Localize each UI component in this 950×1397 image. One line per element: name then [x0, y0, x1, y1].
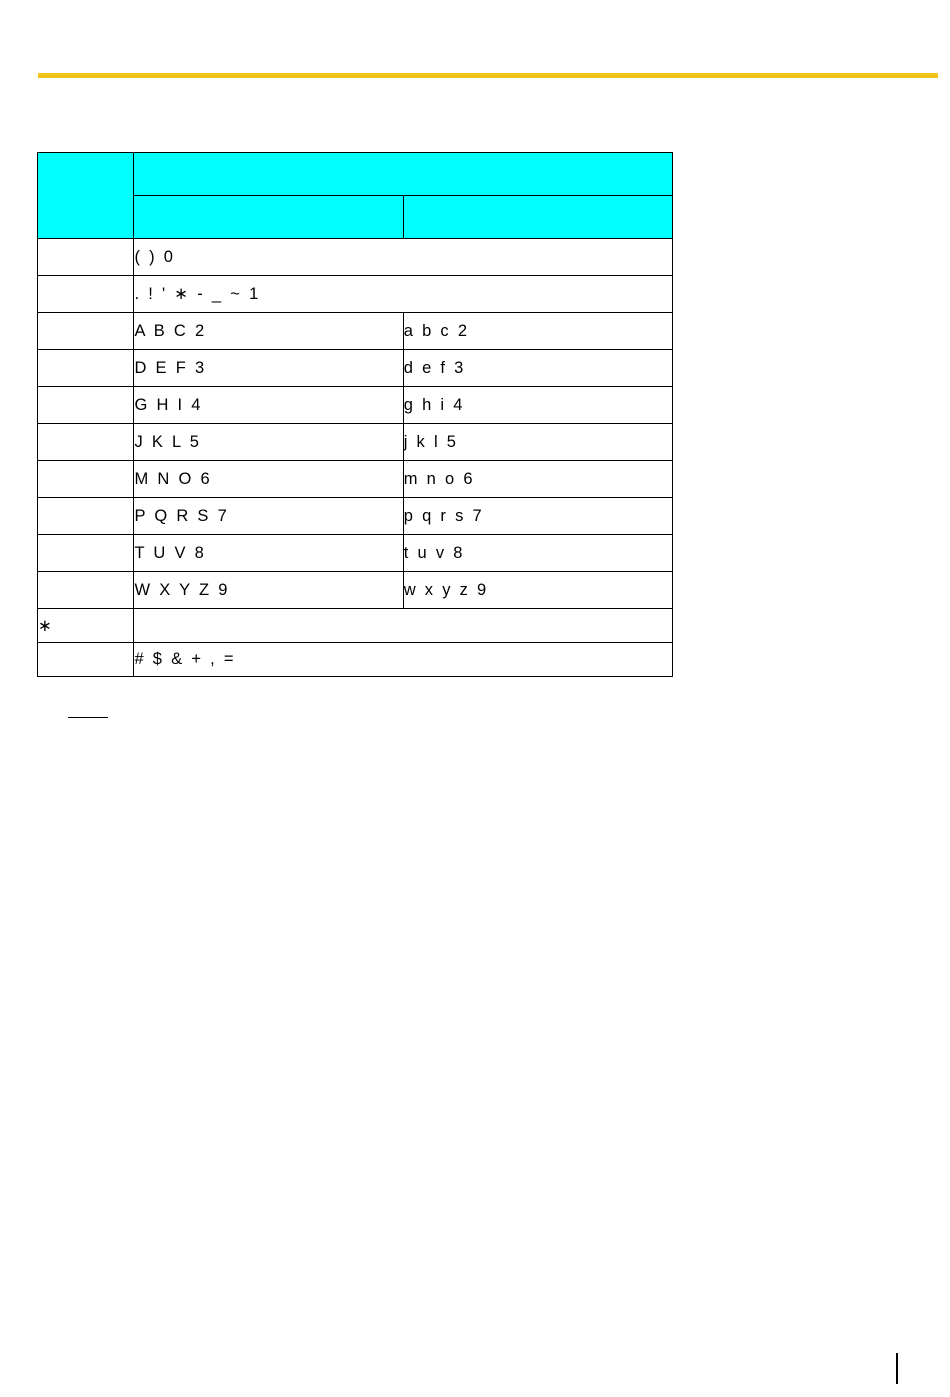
table-row: [38, 350, 673, 387]
note-underline: [68, 717, 108, 718]
table-row: [38, 498, 673, 535]
table-row: [38, 461, 673, 498]
key-cell: [38, 239, 134, 276]
character-entry-table: [37, 152, 673, 677]
table-row: [38, 535, 673, 572]
key-cell: [38, 643, 134, 677]
characters-cell-mode-1: D E F 3: [134, 350, 403, 387]
key-cell: [38, 461, 134, 498]
page-number-bar: [896, 1353, 898, 1384]
characters-cell: . ! ' ∗ - _ ~ 1: [134, 276, 673, 313]
key-cell: ∗: [38, 609, 134, 643]
table-row: [38, 239, 673, 276]
header-mode-2: [403, 196, 672, 239]
characters-cell-mode-2: j k l 5: [403, 424, 672, 461]
table-row: [38, 387, 673, 424]
characters-cell: # $ & + , =: [134, 643, 673, 677]
characters-cell-mode-1: W X Y Z 9: [134, 572, 403, 609]
characters-cell-mode-1: P Q R S 7: [134, 498, 403, 535]
characters-cell-mode-1: M N O 6: [134, 461, 403, 498]
key-cell: [38, 424, 134, 461]
characters-cell-mode-2: g h i 4: [403, 387, 672, 424]
characters-cell-mode-2: t u v 8: [403, 535, 672, 572]
key-cell: [38, 350, 134, 387]
header-mode-1: [134, 196, 403, 239]
characters-cell: [134, 609, 673, 643]
table-row: [38, 424, 673, 461]
key-cell: [38, 276, 134, 313]
characters-cell: ( ) 0: [134, 239, 673, 276]
table-row: [38, 572, 673, 609]
characters-cell-mode-2: a b c 2: [403, 313, 672, 350]
table-body: [38, 239, 673, 677]
characters-cell-mode-1: J K L 5: [134, 424, 403, 461]
table-row: [38, 609, 673, 643]
table-row: [38, 643, 673, 677]
characters-cell-mode-2: w x y z 9: [403, 572, 672, 609]
characters-cell-mode-1: A B C 2: [134, 313, 403, 350]
characters-cell-mode-1: G H I 4: [134, 387, 403, 424]
characters-cell-mode-2: d e f 3: [403, 350, 672, 387]
key-cell: [38, 387, 134, 424]
table-row: [38, 313, 673, 350]
characters-cell-mode-1: T U V 8: [134, 535, 403, 572]
key-cell: [38, 498, 134, 535]
key-cell: [38, 313, 134, 350]
table-row: [38, 276, 673, 313]
characters-cell-mode-2: m n o 6: [403, 461, 672, 498]
characters-cell-mode-2: p q r s 7: [403, 498, 672, 535]
key-cell: [38, 572, 134, 609]
key-cell: [38, 535, 134, 572]
header-key-column: [38, 153, 134, 239]
header-rule: [38, 73, 938, 78]
header-characters: [134, 153, 673, 196]
